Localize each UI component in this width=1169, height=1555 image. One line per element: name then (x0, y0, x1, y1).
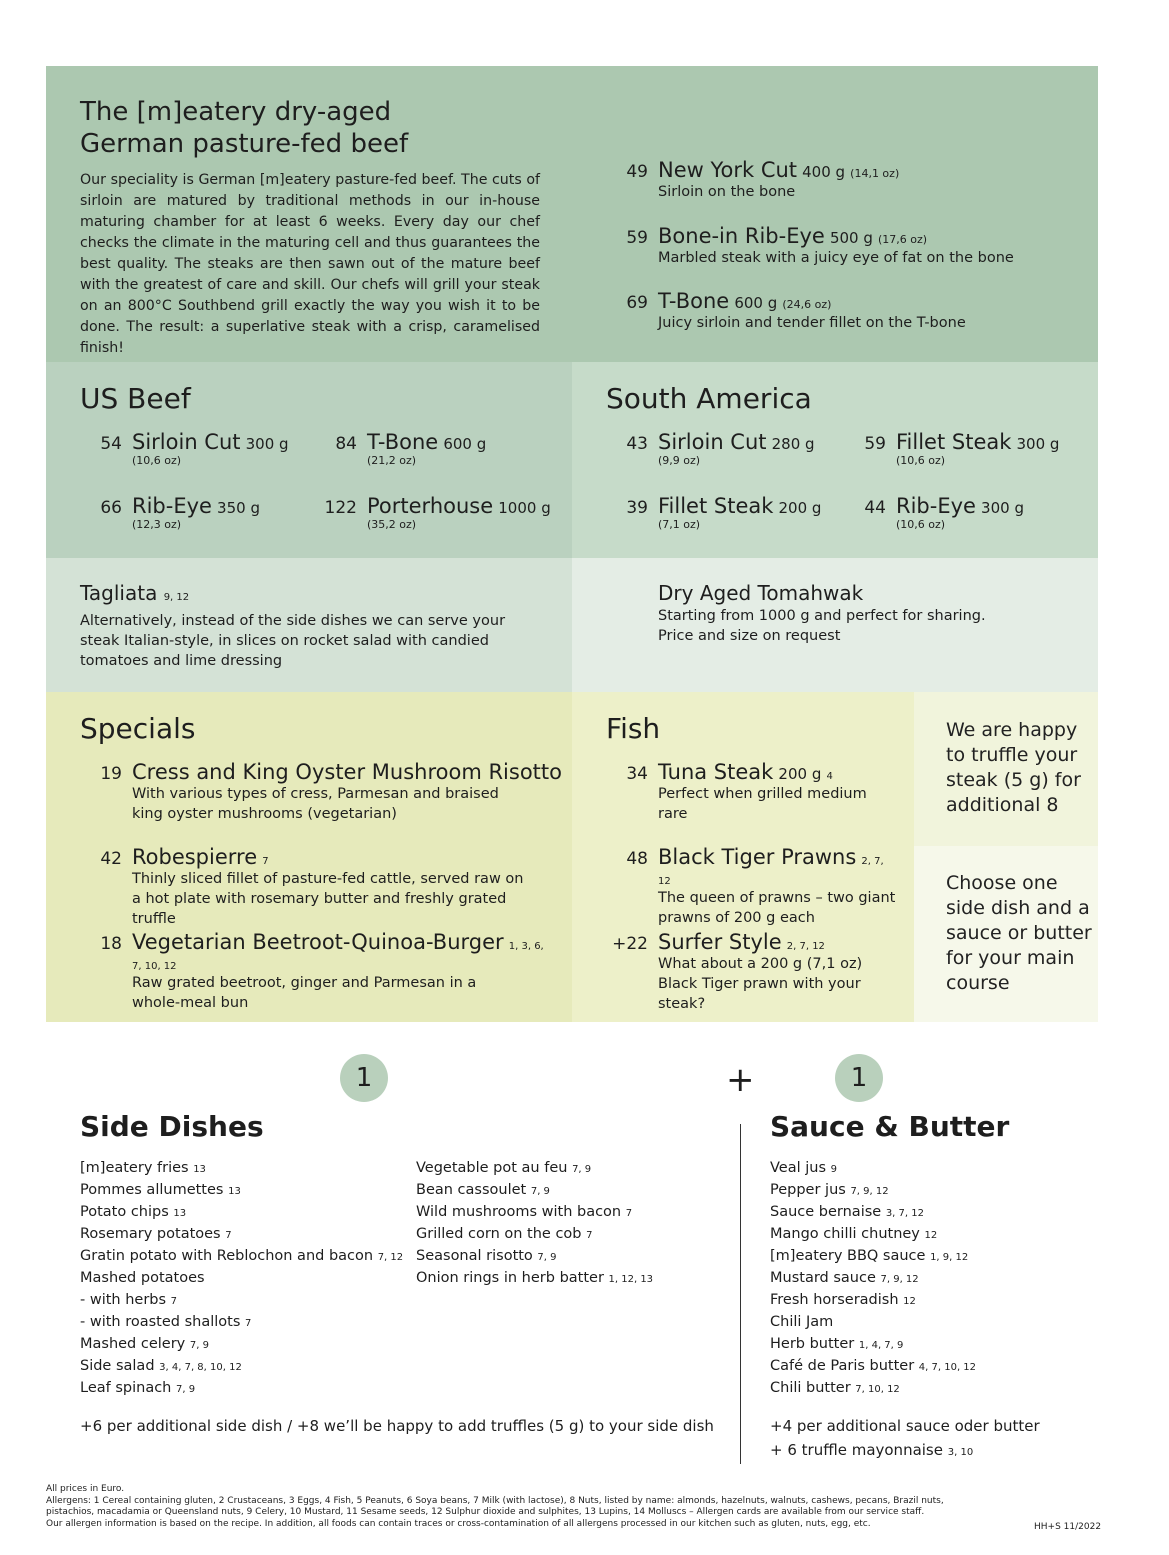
item-name: Onion rings in herb batter (416, 1270, 604, 1286)
list-item (770, 1180, 976, 1202)
item-price: 54 (100, 434, 122, 454)
item-name: Rib-Eye (132, 494, 212, 518)
side-dishes-list-2 (416, 1158, 653, 1290)
item-name: Sirloin Cut (658, 430, 767, 454)
item-weight: 300 g (245, 435, 289, 453)
south-america-title: South America (606, 382, 812, 415)
south-america-item (864, 430, 1060, 468)
item-oz: (12,3 oz) (132, 518, 182, 531)
item-name: Potato chips (80, 1204, 169, 1220)
item-price: 19 (100, 764, 122, 784)
item-name: T-Bone (658, 289, 730, 313)
truffle-note: We are happy to truffle your steak (5 g) for additional 8 (946, 719, 1081, 816)
item-price: 59 (864, 434, 886, 454)
list-item (770, 1202, 976, 1224)
list-item (770, 1224, 976, 1246)
item-weight: 300 g (981, 499, 1024, 517)
item-name: Porterhouse (367, 494, 494, 518)
choose-note: Choose one side dish and a sauce or butter for your main course (946, 872, 1092, 994)
item-name: Mashed celery (80, 1336, 186, 1352)
sauce-note-2 (770, 1438, 973, 1465)
footer-line-2: Allergens: 1 Cereal containing gluten, 2 Crustaceans, 3 Eggs, 4 Fish, 5 Peanuts, 6 Soya beans, 7 Milk (with lactose), 8 Nuts, listed by name: almonds, hazelnuts, walnuts, cashews, pecans, Brazil nuts, (46, 1495, 944, 1506)
special-item (100, 845, 552, 929)
item-oz: (7,1 oz) (658, 518, 701, 531)
item-price: 44 (864, 498, 886, 518)
item-name: Sauce bernaise (770, 1204, 882, 1220)
allergen-codes: 7 (625, 1208, 633, 1219)
allergen-codes: 7, 9, 12 (880, 1274, 919, 1285)
item-desc: Perfect when grilled medium rare (658, 786, 867, 822)
allergen-codes: 12 (924, 1230, 938, 1241)
list-item (770, 1378, 976, 1400)
item-name: Fillet Steak (658, 494, 774, 518)
allergen-codes: 7, 9, 12 (850, 1186, 889, 1197)
item-desc: Sirloin on the bone (658, 184, 796, 200)
item-name: Rosemary potatoes (80, 1226, 221, 1242)
steak-item (626, 158, 900, 202)
south-america-item (864, 494, 1024, 532)
allergen-codes: 1, 12, 13 (608, 1274, 654, 1285)
allergen-codes: 3, 4, 7, 8, 10, 12 (159, 1362, 242, 1373)
steak-item (626, 289, 966, 333)
item-name: New York Cut (658, 158, 798, 182)
side-dishes-title: Side Dishes (80, 1110, 264, 1143)
list-item (770, 1312, 976, 1334)
list-item (80, 1356, 403, 1378)
allergen-codes: 4 (826, 771, 833, 782)
special-item (100, 760, 562, 824)
item-name: Vegetarian Beetroot-Quinoa-Burger (132, 930, 504, 954)
item-oz: (10,6 oz) (896, 454, 946, 467)
item-oz: (10,6 oz) (132, 454, 182, 467)
item-desc: Raw grated beetroot, ginger and Parmesan in a whole-meal bun (132, 975, 477, 1011)
item-weight: 600 g (734, 294, 778, 312)
item-name: Wild mushrooms with bacon (416, 1204, 622, 1220)
item-desc: The queen of prawns – two giant prawns of 200 g each (658, 890, 896, 926)
allergen-codes: 7 (225, 1230, 232, 1241)
item-name: Chili Jam (770, 1314, 834, 1330)
item-name: Mango chilli chutney (770, 1226, 920, 1242)
tagliata-desc: Alternatively, instead of the side dishes we can serve your steak Italian-style, in slices on rocket salad with candied tomatoes and lime dressing (80, 613, 506, 669)
item-weight: 500 g (829, 229, 873, 247)
item-oz: (14,1 oz) (850, 167, 900, 180)
allergen-codes: 1, 3, 6, 7, 10, 12 (132, 941, 544, 972)
item-price: 84 (335, 434, 357, 454)
allergen-codes: 7 (170, 1296, 178, 1307)
list-item (80, 1246, 403, 1268)
item-price: 18 (100, 934, 122, 954)
allergen-codes: 12 (903, 1296, 916, 1307)
us-beef-item (335, 430, 487, 468)
sauce-note-1: +4 per additional sauce oder butter (770, 1417, 1040, 1435)
item-name: - with roasted shallots (80, 1314, 241, 1330)
title-line-1: The [m]eatery dry-aged (80, 97, 392, 127)
item-weight: 1000 g (498, 499, 551, 517)
item-desc: Thinly sliced fillet of pasture-fed cattle, served raw on a hot plate with rosemary butter and freshly grated truffle (132, 871, 524, 927)
item-name: Sirloin Cut (132, 430, 241, 454)
us-beef-item (100, 494, 260, 532)
item-name: Tuna Steak (658, 760, 774, 784)
item-name: Vegetable pot au feu (416, 1160, 568, 1176)
footer-line-3: pistachios, macadamia or Queensland nuts, 9 Celery, 10 Mustard, 11 Sesame seeds, 12 Sulphur dioxide and sulphites, 13 Lupins, 14 Molluscs – Allergen cards are available from our service staff. (46, 1507, 925, 1517)
list-item (80, 1202, 403, 1224)
list-item (416, 1224, 653, 1246)
item-name: [m]eatery BBQ sauce (770, 1248, 926, 1264)
fish-item (626, 760, 898, 824)
item-price: 43 (626, 434, 648, 454)
list-item (80, 1378, 403, 1400)
south-america-item (626, 494, 822, 532)
list-item (416, 1246, 653, 1268)
item-name: Pommes allumettes (80, 1182, 224, 1198)
allergen-codes: 1, 4, 7, 9 (858, 1340, 904, 1351)
list-item (80, 1312, 403, 1334)
list-item (416, 1202, 653, 1224)
south-america-item (626, 430, 815, 468)
item-oz: (24,6 oz) (782, 298, 832, 311)
allergen-codes: 2, 7, 12 (786, 941, 825, 952)
allergen-codes: 7 (586, 1230, 593, 1241)
item-price: 69 (626, 293, 648, 313)
item-name: Mustard sauce (770, 1270, 876, 1286)
list-item (770, 1356, 976, 1378)
footer-line-1: All prices in Euro. (46, 1484, 125, 1494)
list-item (416, 1180, 653, 1202)
fish-title: Fish (606, 712, 661, 745)
item-weight: 200 g (778, 499, 822, 517)
item-name: Café de Paris butter (770, 1358, 915, 1374)
item-name: Pepper jus (770, 1182, 846, 1198)
item-name: Rib-Eye (896, 494, 976, 518)
item-weight: 200 g (778, 765, 822, 783)
side-dishes-list-1 (80, 1158, 403, 1400)
page-title (80, 96, 408, 160)
list-item (770, 1334, 976, 1356)
footer (46, 1484, 946, 1530)
allergen-codes: 7, 9 (530, 1186, 550, 1197)
list-item (770, 1158, 976, 1180)
item-weight: 280 g (771, 435, 815, 453)
item-weight: 300 g (1016, 435, 1060, 453)
list-item (416, 1158, 653, 1180)
allergen-codes: 7, 12 (377, 1252, 404, 1263)
list-item (80, 1334, 403, 1356)
item-oz: (9,9 oz) (658, 454, 701, 467)
tomahawk-line-2: Price and size on request (658, 628, 841, 644)
item-price: 59 (626, 228, 648, 248)
tomahawk-title: Dry Aged Tomahwak (658, 581, 864, 605)
item-name: T-Bone (367, 430, 439, 454)
allergen-codes: 3, 7, 12 (885, 1208, 924, 1219)
intro-text: Our speciality is German [m]eatery pasture-fed beef. The cuts of sirloin are matured by traditional methods in our in-house maturing chamber for at least 6 weeks. Every day our chef checks the climate in the maturing cell and thus guarantees the best quality. The steaks are then sawn out of the mature beef with the greatest of care and skill. Our chefs will grill your steak on an 800°C Southbend grill exactly the way you wish it to be done. The result: a superlative steak with a crisp, caramelised finish! (80, 172, 540, 356)
allergen-codes: 7, 9 (175, 1384, 196, 1395)
list-item (770, 1290, 976, 1312)
us-beef-item (324, 494, 551, 532)
item-name: Surfer Style (658, 930, 782, 954)
specials-title: Specials (80, 712, 196, 745)
item-price: +22 (612, 934, 648, 954)
list-item (770, 1268, 976, 1290)
item-name: Fresh horseradish (770, 1292, 899, 1308)
sauce-list (770, 1158, 976, 1400)
item-price: 42 (100, 849, 122, 869)
item-price: 49 (626, 162, 648, 182)
allergen-codes: 13 (193, 1164, 206, 1175)
us-beef-title: US Beef (80, 382, 191, 415)
allergen-codes: 13 (228, 1186, 241, 1197)
allergen-codes: 7, 10, 12 (855, 1384, 900, 1395)
item-weight: 400 g (802, 163, 846, 181)
item-name: Robespierre (132, 845, 258, 869)
allergen-codes: 7 (262, 856, 269, 867)
item-desc: Juicy sirloin and tender fillet on the T-bone (658, 315, 966, 331)
sauce-butter-title: Sauce & Butter (770, 1110, 1010, 1143)
item-name: Chili butter (770, 1380, 851, 1396)
plus-sign: + (726, 1060, 755, 1100)
steak-item (626, 224, 1014, 268)
item-name: Bone-in Rib-Eye (658, 224, 825, 248)
item-oz: (10,6 oz) (896, 518, 946, 531)
allergen-codes: 13 (173, 1208, 187, 1219)
item-name: - with herbs (80, 1292, 167, 1308)
divider (740, 1124, 741, 1464)
allergen-codes: 7, 9 (537, 1252, 557, 1263)
item-name: Seasonal risotto (416, 1248, 533, 1264)
item-price: 122 (324, 498, 357, 518)
item-price: 66 (100, 498, 122, 518)
allergen-codes: 2, 7, 12 (658, 856, 884, 887)
list-item (80, 1180, 403, 1202)
item-weight: 600 g (443, 435, 487, 453)
item-name: Leaf spinach (80, 1380, 172, 1396)
side-dishes-note: +6 per additional side dish / +8 we’ll be happy to add truffles (5 g) to your side dish (80, 1417, 714, 1435)
list-item (80, 1290, 403, 1312)
item-desc: Marbled steak with a juicy eye of fat on the bone (658, 250, 1014, 266)
item-price: 39 (626, 498, 648, 518)
item-oz: (21,2 oz) (367, 454, 417, 467)
item-name: [m]eatery fries (80, 1160, 189, 1176)
tomahawk-block (658, 580, 1078, 646)
item-name: Mashed potatoes (80, 1270, 205, 1286)
item-name: Gratin potato with Reblochon and bacon (80, 1248, 374, 1264)
title-line-2: German pasture-fed beef (80, 129, 409, 159)
list-item (416, 1268, 653, 1290)
us-beef-item (100, 430, 289, 468)
footer-line-4: Our allergen information is based on the recipe. In addition, all foods can contain traces or cross-contamination of all allergens processed in our kitchen such as gluten, nuts, egg, etc. (46, 1518, 871, 1529)
allergen-codes: 7 (245, 1318, 252, 1329)
item-desc: What about a 200 g (7,1 oz) Black Tiger prawn with your steak? (658, 956, 863, 1012)
item-name: Herb butter (770, 1336, 855, 1352)
sauce-count-badge: 1 (835, 1054, 883, 1102)
allergen-codes: 7, 9 (189, 1340, 209, 1351)
tomahawk-line-1: Starting from 1000 g and perfect for sharing. (658, 608, 986, 624)
fish-item (626, 845, 898, 928)
tagliata-block (80, 580, 540, 671)
allergen-codes: 9, 12 (163, 592, 190, 603)
print-code: HH+S 11/2022 (1034, 1522, 1102, 1532)
item-price: 34 (626, 764, 648, 784)
item-weight: 350 g (217, 499, 260, 517)
item-desc: With various types of cress, Parmesan and braised king oyster mushrooms (vegetarian) (132, 786, 499, 822)
list-item (80, 1224, 403, 1246)
item-name: Side salad (80, 1358, 155, 1374)
special-item (100, 930, 552, 1013)
item-name: Bean cassoulet (416, 1182, 531, 1198)
item-name: Cress and King Oyster Mushroom Risotto (132, 760, 562, 784)
list-item (80, 1268, 403, 1290)
allergen-codes: 1, 9, 12 (930, 1252, 969, 1263)
item-price: 48 (626, 849, 648, 869)
sauce-note-2-text: + 6 truffle mayonnaise (770, 1441, 943, 1459)
item-oz: (35,2 oz) (367, 518, 417, 531)
list-item (770, 1246, 976, 1268)
allergen-codes: 9 (830, 1164, 837, 1175)
allergen-codes: 7, 9 (572, 1164, 592, 1175)
item-name: Fillet Steak (896, 430, 1012, 454)
tagliata-title: Tagliata (80, 581, 158, 605)
item-name: Black Tiger Prawns (658, 845, 857, 869)
item-name: Grilled corn on the cob (416, 1226, 582, 1242)
allergen-codes: 4, 7, 10, 12 (918, 1362, 977, 1373)
allergen-codes: 3, 10 (947, 1447, 974, 1458)
side-count-badge: 1 (340, 1054, 388, 1102)
item-oz: (17,6 oz) (877, 233, 928, 246)
list-item (80, 1158, 403, 1180)
fish-item (612, 930, 898, 1014)
item-name: Veal jus (770, 1160, 827, 1176)
